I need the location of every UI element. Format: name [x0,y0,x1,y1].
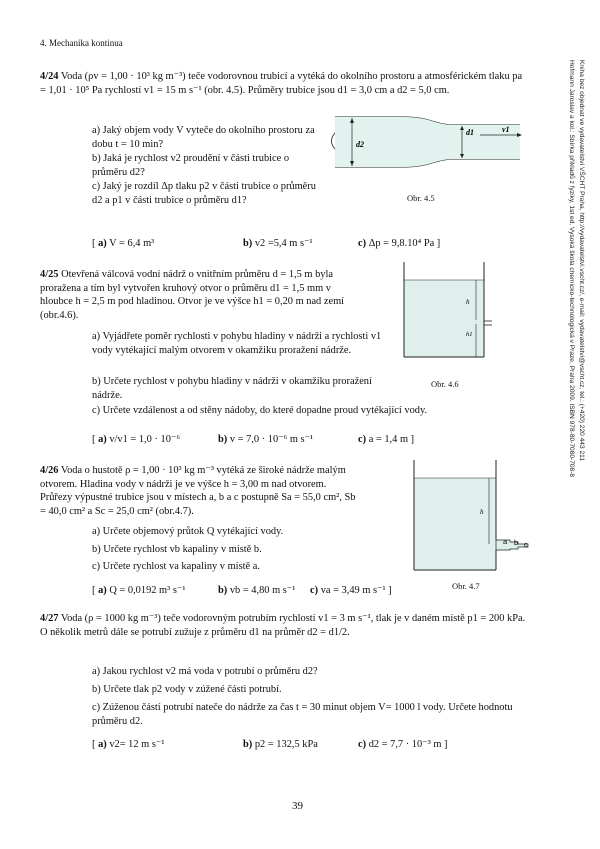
figure-4-7-tank [410,460,535,575]
problem-number: 4/27 [40,613,59,624]
figure-caption: Obr. 4.5 [407,193,435,203]
problem-number: 4/24 [40,71,59,82]
label-c: c [524,540,528,549]
answer-c: c) va = 3,49 m s⁻¹ ] [310,585,392,596]
figure-caption: Obr. 4.7 [452,581,480,591]
question-a: a) Jakou rychlost v2 má voda v potrubí o průměru d2? [92,666,318,677]
label-h1: h1 [466,331,473,338]
page-number: 39 [292,800,303,812]
problem-number: 4/26 [40,465,59,476]
question-a: a) Určete objemový průtok Q vytékající vody. [92,526,284,537]
question-c: c) Jaký je rozdíl Δp tlaku p2 v části trubice o průměru d2 a p1 v části trubice o průměru d1? [92,181,316,206]
answer-a: [ a) v2= 12 m s⁻¹ [92,739,165,750]
answer-c: c) Δp = 9,8.10⁴ Pa ] [358,238,441,249]
label-d1: d1 [466,128,474,137]
question-c: c) Určete rychlost va kapaliny v místě a. [92,561,260,572]
question-b: b) Určete rychlost vb kapaliny v místě b. [92,544,262,555]
answer-a: [ a) Q = 0,0192 m³ s⁻¹ [92,585,186,596]
answer-c: c) a = 1,4 m ] [358,434,415,445]
figure-caption: Obr. 4.6 [431,379,459,389]
label-v1: v1 [502,125,510,134]
problem-statement: Voda (ρ = 1000 kg m⁻³) teče vodorovným potrubím rychlostí v1 = 3 m s⁻¹, tlak je v daném místě p1 = 200 kPa. O několik metrů dále se potrubí zužuje z průměru d1 na průměr d2 = d1/2. [40,613,526,638]
problem-text [40,464,360,518]
problem-statement: Otevřená válcová vodní nádrž o vnitřním průměru d = 1,5 m byla proražena a tím byl vytvořen kruhový otvor o průměru d1 = 1,5 mm v hloubce h = 2,5 m pod hladinou. Otvor je ve výšce h1 = 0,20 m nad zemí (obr.4.6). [40,269,345,321]
question-c: c) Zúženou částí potrubí nateče do nádrže za čas t = 30 minut objem V= 1000 l vody. Určete hodnotu průměru d2. [92,702,513,727]
answer-b: b) p2 = 132,5 kPa [243,739,318,750]
chapter-header: 4. Mechanika kontinua [40,38,123,48]
problem-text [40,268,360,322]
label-h: h [466,298,470,306]
figure-4-6-tank [400,262,496,362]
side-note-line1: Hofmann Jaroslav a kol.: Sbírka příkladů z fyziky, 1st ed. Vysoká škola chemicko-technologická v Praze, Praha 2009. ISBN 978-80-7080-708-8 [568,60,575,478]
question-a: a) Jaký objem vody V vyteče do okolního prostoru za dobu t = 10 min? [92,125,315,150]
label-b: b [514,538,519,547]
answer-c: c) d2 = 7,7 · 10⁻³ m ] [358,739,448,750]
question-c: c) Určete vzdálenost a od stěny nádoby, do které dopadne proud vytékající vody. [92,405,428,416]
label-h: h [480,508,484,516]
problem-text [40,612,530,639]
problem-number: 4/25 [40,269,59,280]
answer-a: [ a) v/v1 = 1,0 · 10⁻⁶ [92,434,180,445]
answer-b: b) v2 =5,4 m s⁻¹ [243,238,313,249]
figure-4-5-pipe [330,105,530,180]
question-a: a) Vyjádřete poměr rychlosti v pohybu hladiny v nádrži a rychlosti v1 vody vytékající malým otvorem v okamžiku proražení nádrže. [92,331,382,356]
question-b: b) Určete tlak p2 vody v zúžené části potrubí. [92,684,282,695]
answer-a: [ a) V = 6,4 m³ [92,238,155,249]
label-a: a [503,537,508,546]
answer-b: b) v = 7,0 · 10⁻⁶ m s⁻¹ [218,434,314,445]
side-copyright-note [548,60,598,620]
label-d2: d2 [356,140,364,149]
side-note-line2: Kniha bez objednat ve vydavatelství VŠCHT Praha, http://vydavatelstvi.vscht.cz/, e-mail: vydavatelstvi@vscht.cz, tel.: (+420) 220 443 211 [578,60,585,461]
answer-b: b) vb = 4,80 m s⁻¹ [218,585,296,596]
problem-statement: Voda (ρv = 1,00 · 10³ kg m⁻³) teče vodorovnou trubicí a vytéká do okolního prostoru a atmosférickém tlaku pa = 1,01 · 10⁵ Pa rychlostí v1 = 15 m s⁻¹ (obr. 4.5). Průměry trubice jsou d1 = 3,0 cm a d2 = 5,0 cm. [40,71,523,96]
question-b: b) Jaká je rychlost v2 proudění v části trubice o průměru d2? [92,153,290,178]
question-b: b) Určete rychlost v pohybu hladiny v nádrži v okamžiku proražení nádrže. [92,376,372,401]
problem-text [40,70,530,97]
problem-statement: Voda o hustotě ρ = 1,00 · 10³ kg m⁻³ vytéká ze široké nádrže malým otvorem. Hladina vody v nádrži je ve výšce h = 3,00 m nad otvorem. Průřezy výpustné trubice jsou v místech a, b a c postupně Sa = 55,0 cm², Sb = 40,0 cm² a Sc = 25,0 cm² (obr.4.7). [40,465,356,517]
